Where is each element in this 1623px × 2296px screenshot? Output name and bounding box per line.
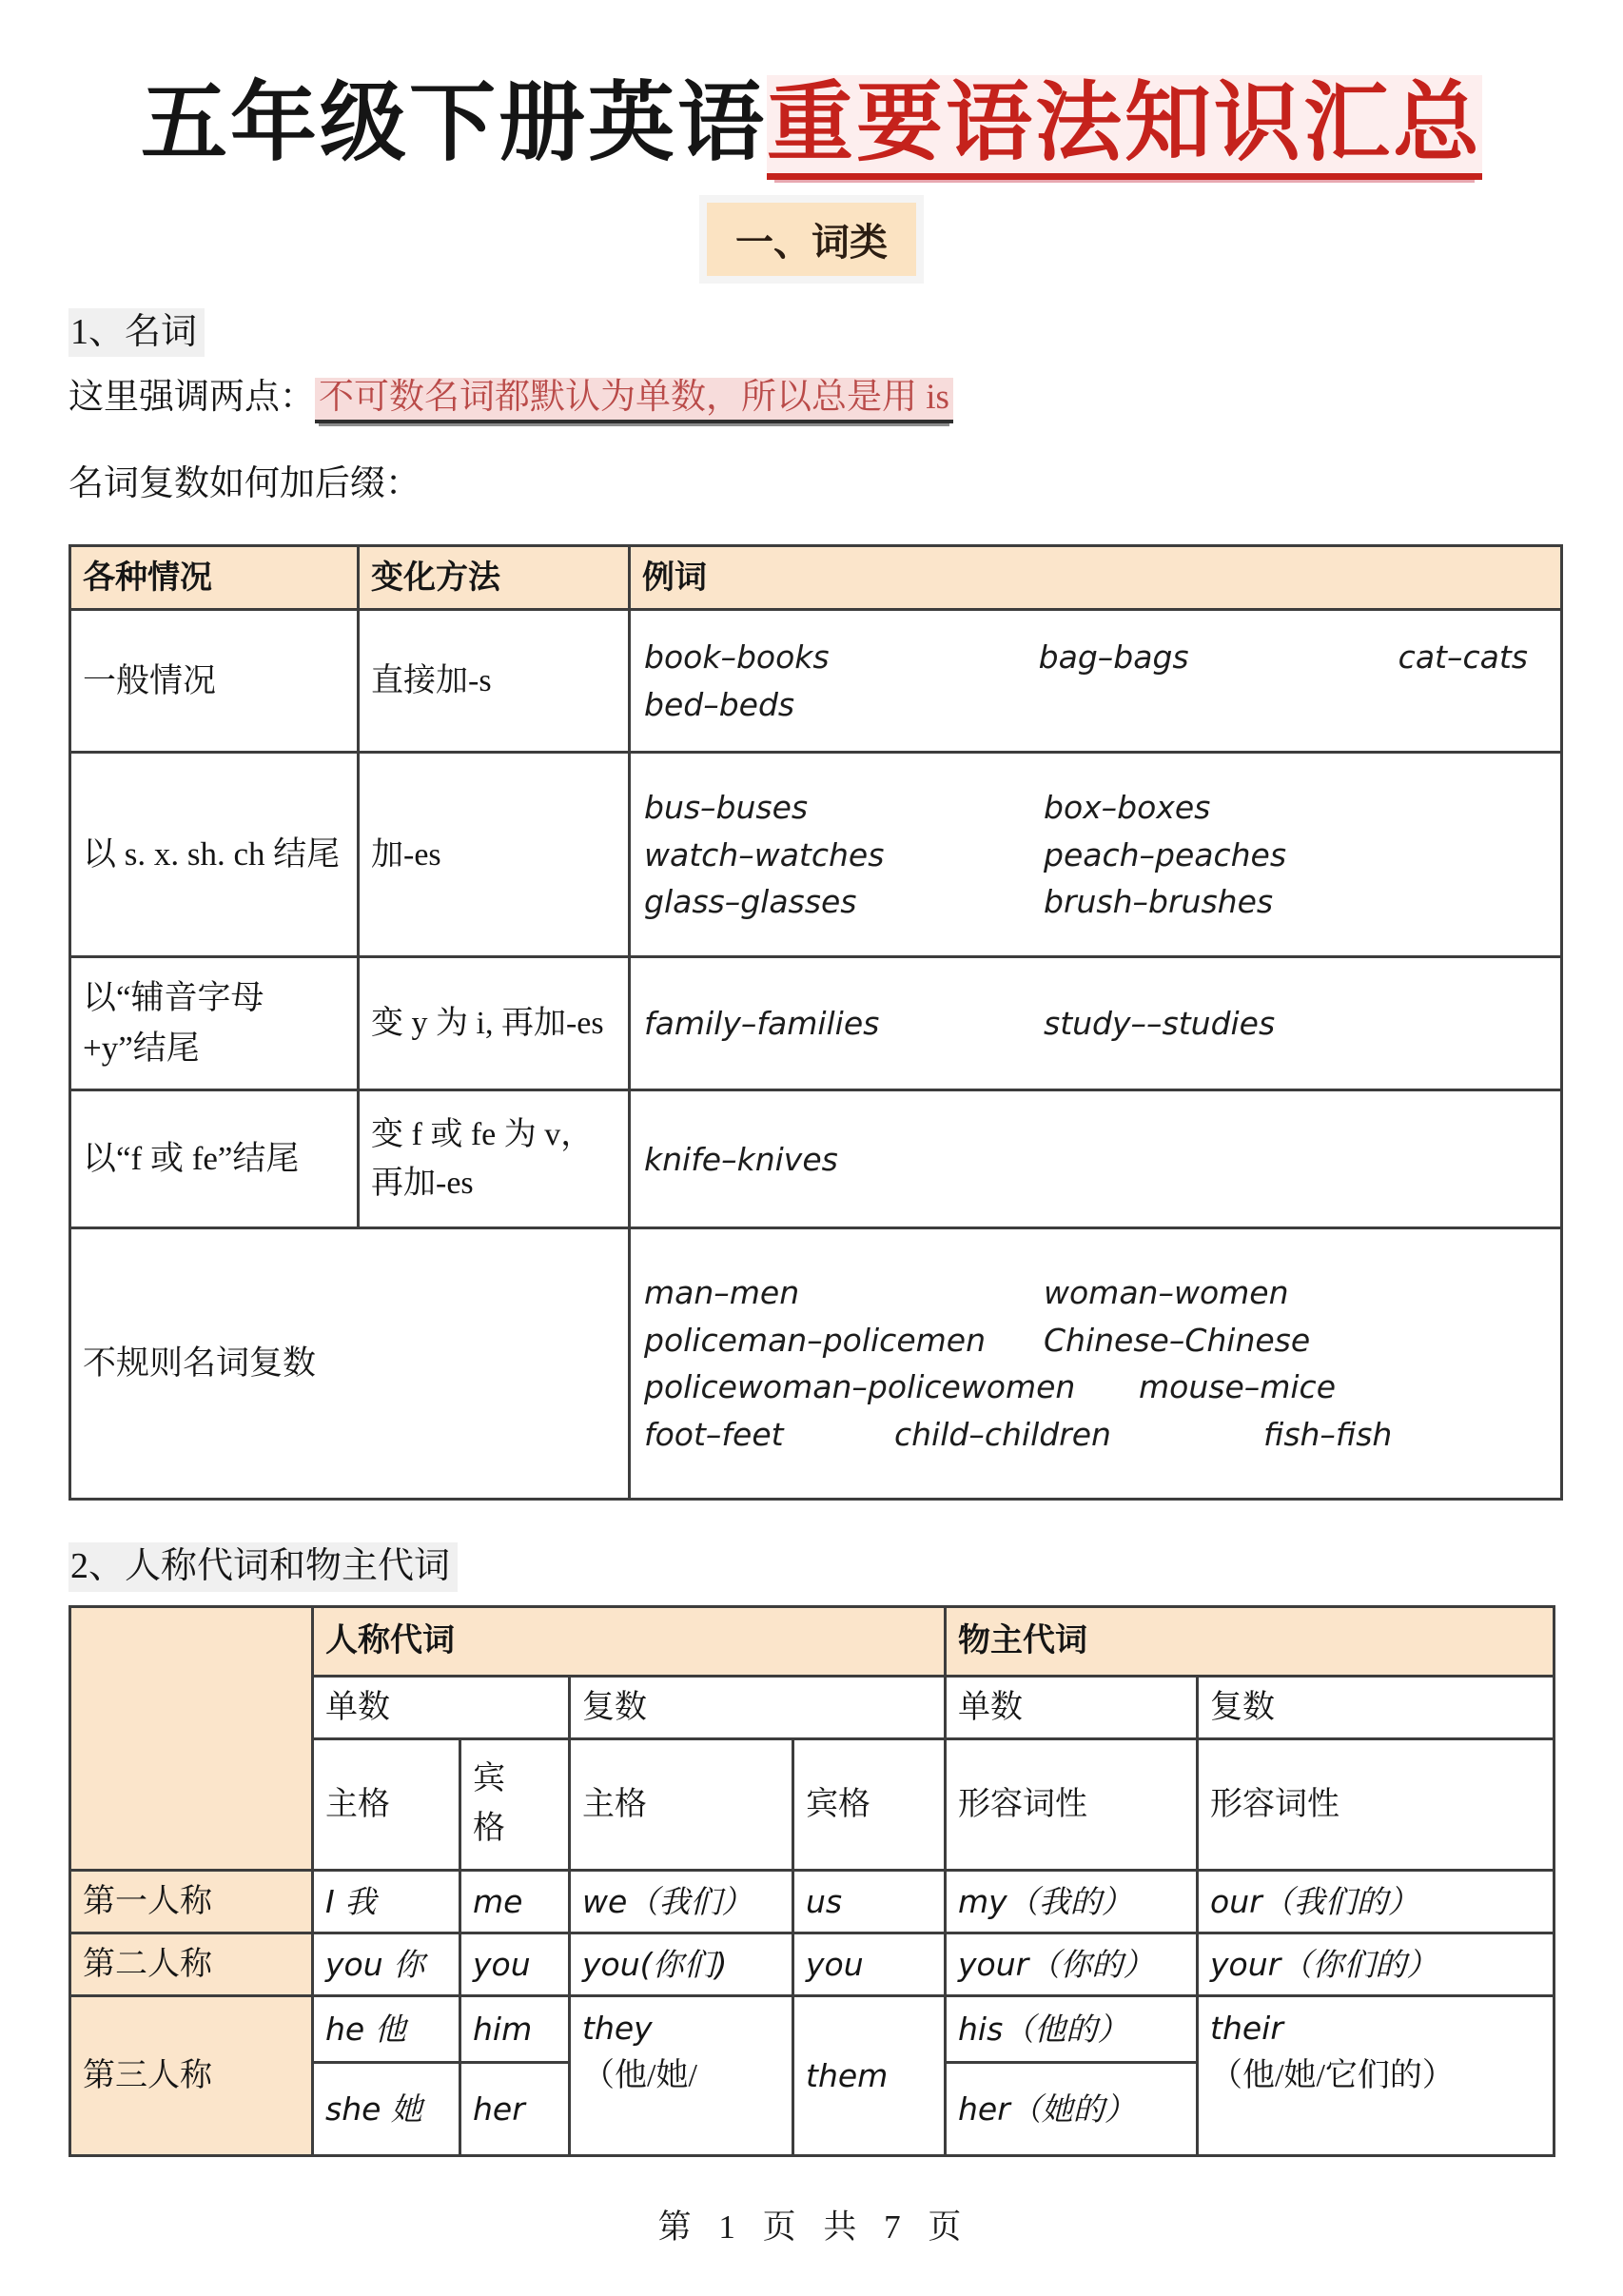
example-word: Chinese–Chinese — [1044, 1321, 1311, 1359]
third-possessive-her: her（她的） — [946, 2062, 1198, 2155]
pronoun-table-corner-cell — [70, 1606, 313, 1870]
noun-rule-method: 加-es — [359, 753, 630, 957]
page-title-black: 五年级下册英语 — [140, 75, 767, 171]
section-heading-word-classes: 一、词类 — [707, 203, 916, 276]
noun-rule-method: 变 f 或 fe 为 v，再加-es — [359, 1090, 630, 1228]
noun-rule-case-irregular: 不规则名词复数 — [70, 1228, 630, 1500]
singular-nominative-header: 主格 — [313, 1738, 460, 1870]
subsection-nouns-heading-row — [68, 308, 1560, 358]
noun-rule-case: 以 s. x. sh. ch 结尾 — [70, 753, 359, 957]
third-sg-nominative-he: he 他 — [313, 1995, 460, 2062]
noun-plural-rules-table — [68, 544, 1563, 1501]
example-word: glass–glasses — [644, 883, 857, 921]
first-possessive-singular: my（我的） — [946, 1870, 1198, 1933]
they-gloss: （他/她/ — [582, 2058, 697, 2094]
personal-pronouns-group-header: 人称代词 — [313, 1606, 946, 1676]
personal-plural-header: 复数 — [570, 1676, 946, 1738]
subsection-pronouns-heading-row — [68, 1542, 1560, 1592]
example-word: policewoman–policewomen — [644, 1368, 1076, 1406]
possessive-plural-header: 复数 — [1198, 1676, 1555, 1738]
noun-rule-examples — [630, 957, 1562, 1090]
possessive-adjectival-plural-header: 形容词性 — [1198, 1738, 1555, 1870]
example-word: box–boxes — [1044, 789, 1211, 827]
example-word: bus–buses — [644, 789, 809, 827]
noun-table-header-examples: 例词 — [630, 546, 1562, 610]
third-person-label: 第三人称 — [70, 1995, 313, 2155]
table-row — [70, 1870, 1555, 1933]
possessive-pronouns-group-header: 物主代词 — [946, 1606, 1555, 1676]
their-word: their — [1210, 2009, 1283, 2047]
table-row — [70, 753, 1562, 957]
second-possessive-singular: your（你的） — [946, 1933, 1198, 1995]
second-person-label: 第二人称 — [70, 1933, 313, 1995]
third-sg-accusative-her: her — [460, 2062, 570, 2155]
second-sg-nominative: you 你 — [313, 1933, 460, 1995]
example-word: knife–knives — [644, 1140, 838, 1178]
third-possessive-his: his（他的） — [946, 1995, 1198, 2062]
first-pl-nominative: we（我们） — [570, 1870, 793, 1933]
document-content — [0, 308, 1623, 2248]
example-word: brush–brushes — [1044, 883, 1274, 921]
table-row — [70, 1090, 1562, 1228]
noun-rule-method: 直接加-s — [359, 610, 630, 753]
example-word: child–children — [894, 1415, 1111, 1453]
noun-rule-examples — [630, 610, 1562, 753]
example-word: foot–feet — [644, 1415, 784, 1453]
noun-rule-case: 以“f 或 fe”结尾 — [70, 1090, 359, 1228]
page-footer: 第 1 页 共 7 页 — [657, 2208, 971, 2246]
noun-rule-method: 变 y 为 i, 再加-es — [359, 957, 630, 1090]
section-chip-row — [0, 203, 1623, 276]
table-row — [70, 1995, 1555, 2062]
pronoun-table — [68, 1605, 1555, 2157]
emphasis-label: 这里强调两点： — [68, 378, 315, 418]
plural-nominative-header: 主格 — [570, 1738, 793, 1870]
they-word: they — [582, 2009, 653, 2047]
possessive-singular-header: 单数 — [946, 1676, 1198, 1738]
table-row — [70, 1228, 1562, 1500]
first-possessive-plural: our（我们的） — [1198, 1870, 1555, 1933]
example-word: policeman–policemen — [644, 1321, 986, 1359]
emphasis-line — [68, 372, 1560, 423]
example-word: bed–beds — [644, 685, 795, 723]
example-word: mouse–mice — [1139, 1368, 1337, 1406]
noun-rule-case: 一般情况 — [70, 610, 359, 753]
first-sg-accusative: me — [460, 1870, 570, 1933]
third-possessive-plural-their — [1198, 1995, 1555, 2155]
example-word: bag–bags — [1038, 638, 1189, 677]
second-pl-nominative: you(你们) — [570, 1933, 793, 1995]
noun-rule-examples — [630, 1228, 1562, 1500]
their-gloss: （他/她/它们的） — [1210, 2058, 1455, 2094]
example-word: woman–women — [1044, 1274, 1289, 1312]
noun-table-header-row — [70, 546, 1562, 610]
second-pl-accusative: you — [793, 1933, 946, 1995]
possessive-adjectival-singular-header: 形容词性 — [946, 1738, 1198, 1870]
example-word: watch–watches — [644, 835, 885, 873]
singular-accusative-header: 宾格 — [460, 1738, 570, 1870]
table-row — [70, 957, 1562, 1090]
first-person-label: 第一人称 — [70, 1870, 313, 1933]
plural-accusative-header: 宾格 — [793, 1738, 946, 1870]
noun-rule-examples — [630, 753, 1562, 957]
example-word: family–families — [644, 1005, 880, 1043]
example-word: book–books — [644, 638, 830, 677]
first-sg-nominative: I 我 — [313, 1870, 460, 1933]
noun-table-header-method: 变化方法 — [359, 546, 630, 610]
plural-suffix-intro: 名词复数如何加后缀： — [68, 463, 420, 503]
third-pl-accusative-them: them — [793, 1995, 946, 2155]
example-word: peach–peaches — [1044, 835, 1287, 873]
table-row — [70, 610, 1562, 753]
noun-rule-examples — [630, 1090, 1562, 1228]
noun-table-header-case: 各种情况 — [70, 546, 359, 610]
page-title-red-underlined: 重要语法知识汇总 — [767, 75, 1482, 180]
subsection-nouns-heading: 1、名词 — [68, 308, 205, 358]
third-sg-accusative-him: him — [460, 1995, 570, 2062]
page-title — [0, 0, 1623, 174]
second-sg-accusative: you — [460, 1933, 570, 1995]
subsection-pronouns-heading: 2、人称代词和物主代词 — [68, 1542, 458, 1592]
example-word: study––studies — [1044, 1005, 1276, 1043]
third-sg-nominative-she: she 她 — [313, 2062, 460, 2155]
example-word: man–men — [644, 1274, 800, 1312]
pronoun-header-groups-row — [70, 1606, 1555, 1676]
first-pl-accusative: us — [793, 1870, 946, 1933]
noun-rule-case: 以“辅音字母+y”结尾 — [70, 957, 359, 1090]
second-possessive-plural: your（你们的） — [1198, 1933, 1555, 1995]
example-word: fish–fish — [1263, 1415, 1393, 1453]
personal-singular-header: 单数 — [313, 1676, 570, 1738]
third-pl-nominative-they — [570, 1995, 793, 2155]
table-row — [70, 1933, 1555, 1995]
example-word: cat–cats — [1398, 638, 1528, 677]
emphasis-red-text: 不可数名词都默认为单数，所以总是用 is — [315, 378, 953, 423]
